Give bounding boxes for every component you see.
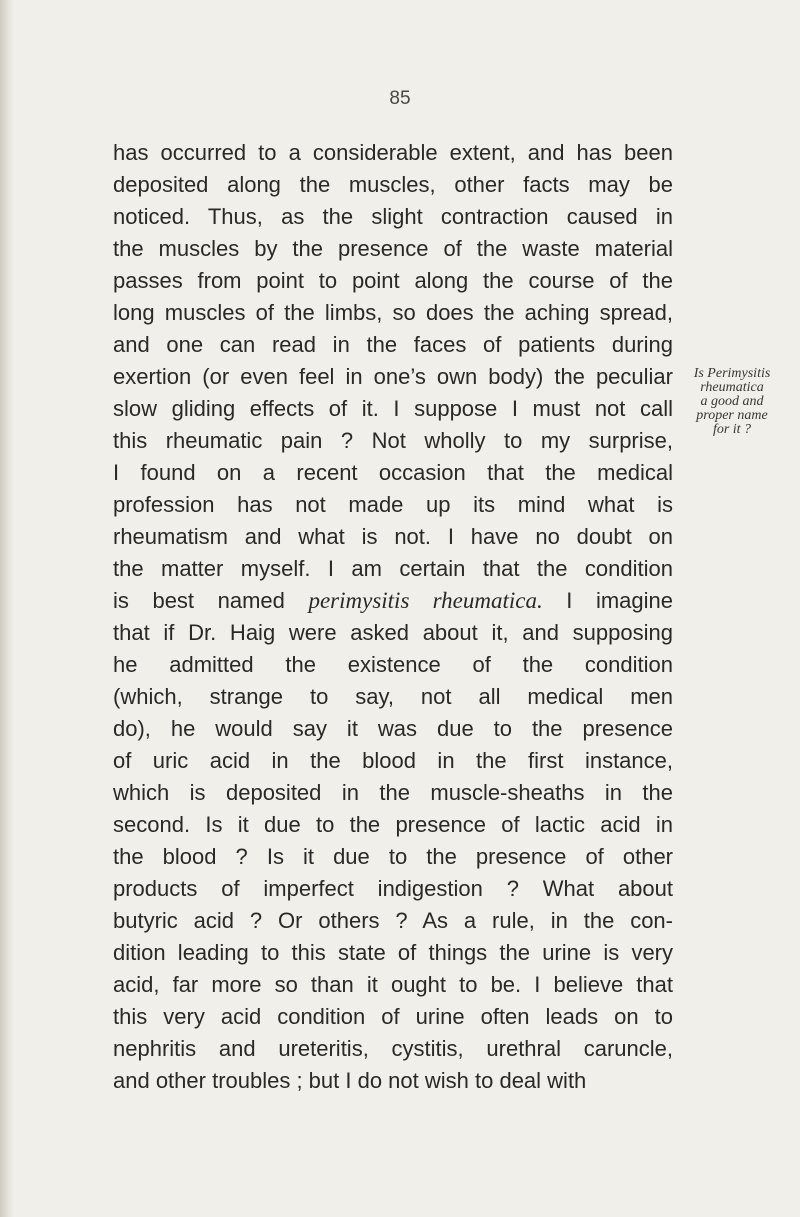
text-line — [113, 457, 673, 489]
text-line — [113, 137, 673, 169]
text-segment: he admitted the existence of the condition — [113, 652, 673, 677]
body-text — [113, 137, 673, 1097]
text-segment: slow gliding effects of it. I suppose I must not call — [113, 396, 673, 421]
text-line — [113, 169, 673, 201]
margin-note-line: rheumatica — [700, 380, 764, 395]
text-segment: do), he would say it was due to the presence — [113, 716, 673, 741]
text-line — [113, 649, 673, 681]
text-line — [113, 265, 673, 297]
text-segment: butyric acid ? Or others ? As a rule, in the con- — [113, 908, 673, 933]
text-line — [113, 681, 673, 713]
text-segment: deposited along the muscles, other facts may be — [113, 172, 673, 197]
text-line — [113, 905, 673, 937]
text-segment: is best named — [113, 588, 309, 613]
margin-note-line: for it ? — [712, 422, 752, 437]
page-binding-edge — [0, 0, 14, 1217]
margin-note-line: a good and — [700, 394, 764, 409]
text-segment: I found on a recent occasion that the medical — [113, 460, 673, 485]
text-line — [113, 297, 673, 329]
text-line — [113, 777, 673, 809]
text-line — [113, 1001, 673, 1033]
text-segment: and one can read in the faces of patients during — [113, 332, 673, 357]
text-line — [113, 553, 673, 585]
text-line — [113, 425, 673, 457]
text-segment: this very acid condition of urine often leads on to — [113, 1004, 673, 1029]
text-line — [113, 329, 673, 361]
margin-note-line: Is Perimysitis — [693, 366, 771, 381]
text-segment: second. Is it due to the presence of lactic acid in — [113, 812, 673, 837]
text-line — [113, 1065, 673, 1097]
text-segment: the muscles by the presence of the waste material — [113, 236, 673, 261]
page-number: 85 — [389, 88, 411, 109]
text-segment: that if Dr. Haig were asked about it, and supposing — [113, 620, 673, 645]
text-segment: profession has not made up its mind what is — [113, 492, 673, 517]
text-segment: rheumatism and what is not. I have no doubt on — [113, 524, 673, 549]
text-line — [113, 873, 673, 905]
text-segment: of uric acid in the blood in the first instance, — [113, 748, 673, 773]
text-segment: the matter myself. I am certain that the condition — [113, 556, 673, 581]
text-segment: long muscles of the limbs, so does the aching spread, — [113, 300, 673, 325]
margin-note-line: proper name — [696, 408, 768, 423]
text-segment: noticed. Thus, as the slight contraction caused in — [113, 204, 673, 229]
text-line — [113, 393, 673, 425]
text-segment: this rheumatic pain ? Not wholly to my surprise, — [113, 428, 673, 453]
text-segment: which is deposited in the muscle-sheaths in the — [113, 780, 673, 805]
text-line — [113, 521, 673, 553]
text-line — [113, 361, 673, 393]
text-segment: I imagine — [542, 588, 673, 613]
text-line — [113, 201, 673, 233]
text-line — [113, 233, 673, 265]
text-segment: passes from point to point along the course of the — [113, 268, 673, 293]
text-segment: nephritis and ureteritis, cystitis, urethral caruncle, — [113, 1036, 673, 1061]
text-line — [113, 841, 673, 873]
text-segment: dition leading to this state of things the urine is very — [113, 940, 673, 965]
text-line — [113, 489, 673, 521]
italic-term: perimysitis rheumatica. — [308, 588, 543, 613]
text-segment: acid, far more so than it ought to be. I believe that — [113, 972, 673, 997]
margin-note — [674, 367, 790, 437]
text-segment: (which, strange to say, not all medical men — [113, 684, 673, 709]
text-segment: products of imperfect indigestion ? What about — [113, 876, 673, 901]
text-segment: and other troubles ; but I do not wish to deal with — [113, 1068, 587, 1093]
text-segment: the blood ? Is it due to the presence of other — [113, 844, 673, 869]
text-segment: exertion (or even feel in one’s own body) the peculiar — [113, 364, 673, 389]
text-line — [113, 617, 673, 649]
text-line — [113, 937, 673, 969]
text-line — [113, 585, 673, 617]
text-segment: has occurred to a considerable extent, and has been — [113, 140, 673, 165]
text-line — [113, 745, 673, 777]
text-line — [113, 713, 673, 745]
text-line — [113, 969, 673, 1001]
text-line — [113, 809, 673, 841]
text-line — [113, 1033, 673, 1065]
